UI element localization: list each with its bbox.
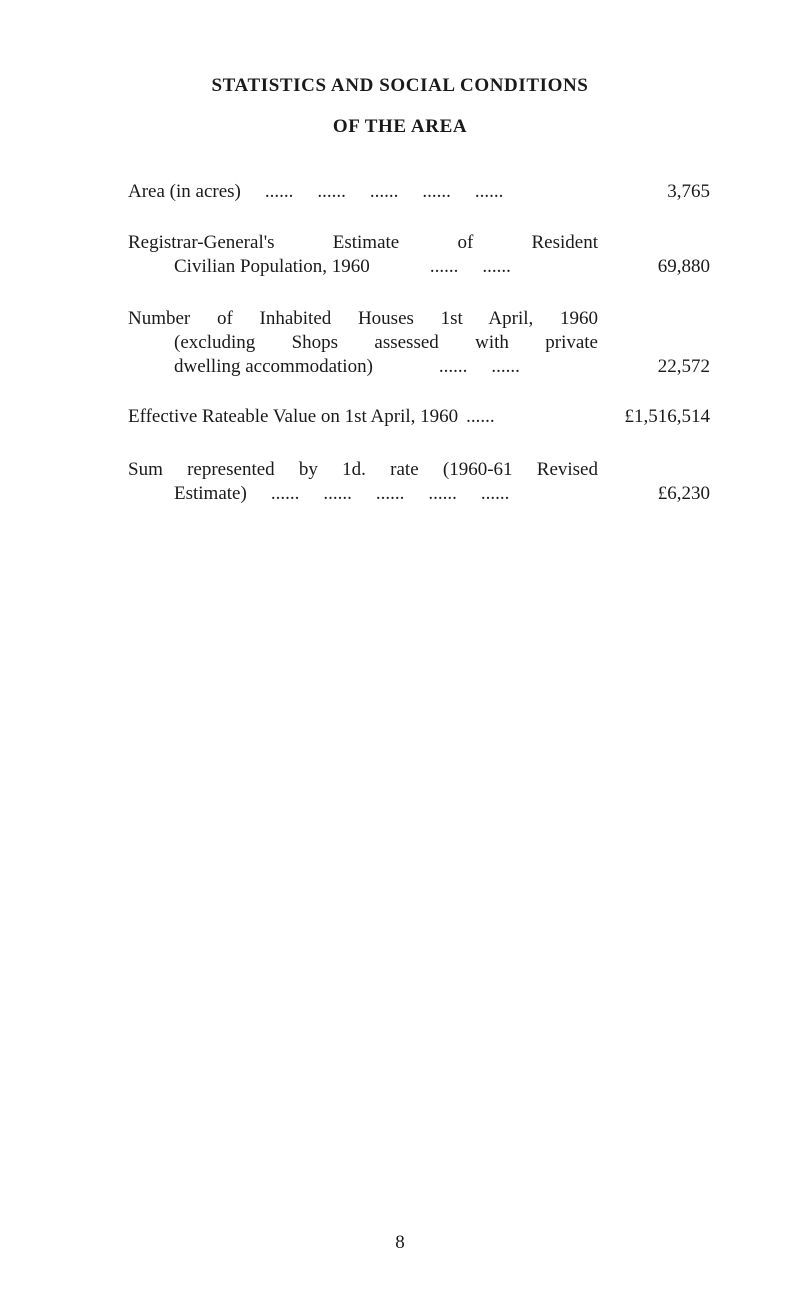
stat-value: 3,765 xyxy=(667,181,710,202)
stat-label-continued: Estimate) xyxy=(174,483,247,504)
stat-label-continued: Civilian Population, 1960 xyxy=(174,256,370,277)
stat-value: 69,880 xyxy=(657,256,710,277)
dot-leader: ...... ...... xyxy=(429,256,511,277)
stat-label-continued: dwelling accommodation) xyxy=(174,356,373,377)
dot-leader: ...... ...... xyxy=(438,356,520,377)
stat-label: Sum represented by 1d. rate (1960-61 Revised xyxy=(128,459,598,480)
stat-label: Effective Rateable Value on 1st April, 1960 xyxy=(128,406,459,427)
stat-value: £1,516,514 xyxy=(624,406,710,427)
stat-entry-houses xyxy=(128,307,710,379)
stat-label: Area (in acres) xyxy=(128,181,241,202)
stat-entry-area xyxy=(128,180,710,204)
section-heading: STATISTICS AND SOCIAL CONDITIONS xyxy=(211,75,589,96)
stat-value: £6,230 xyxy=(657,483,710,504)
stat-label: Registrar-General's Estimate of Resident xyxy=(128,232,598,253)
page-number: 8 xyxy=(395,1232,405,1253)
stat-entry-population xyxy=(128,231,710,279)
dot-leader: ...... xyxy=(466,406,495,427)
stat-entry-rateable-value xyxy=(128,405,710,429)
section-subheading: OF THE AREA xyxy=(332,116,468,137)
dot-leader: ...... ...... ...... ...... ...... xyxy=(270,483,510,504)
stat-label-continued: (excluding Shops assessed with private xyxy=(174,332,598,353)
stat-label: Number of Inhabited Houses 1st April, 1960 xyxy=(128,308,598,329)
stat-value: 22,572 xyxy=(657,356,710,377)
dot-leader: ...... ...... ...... ...... ...... xyxy=(264,181,504,202)
stat-entry-penny-rate xyxy=(128,458,710,506)
